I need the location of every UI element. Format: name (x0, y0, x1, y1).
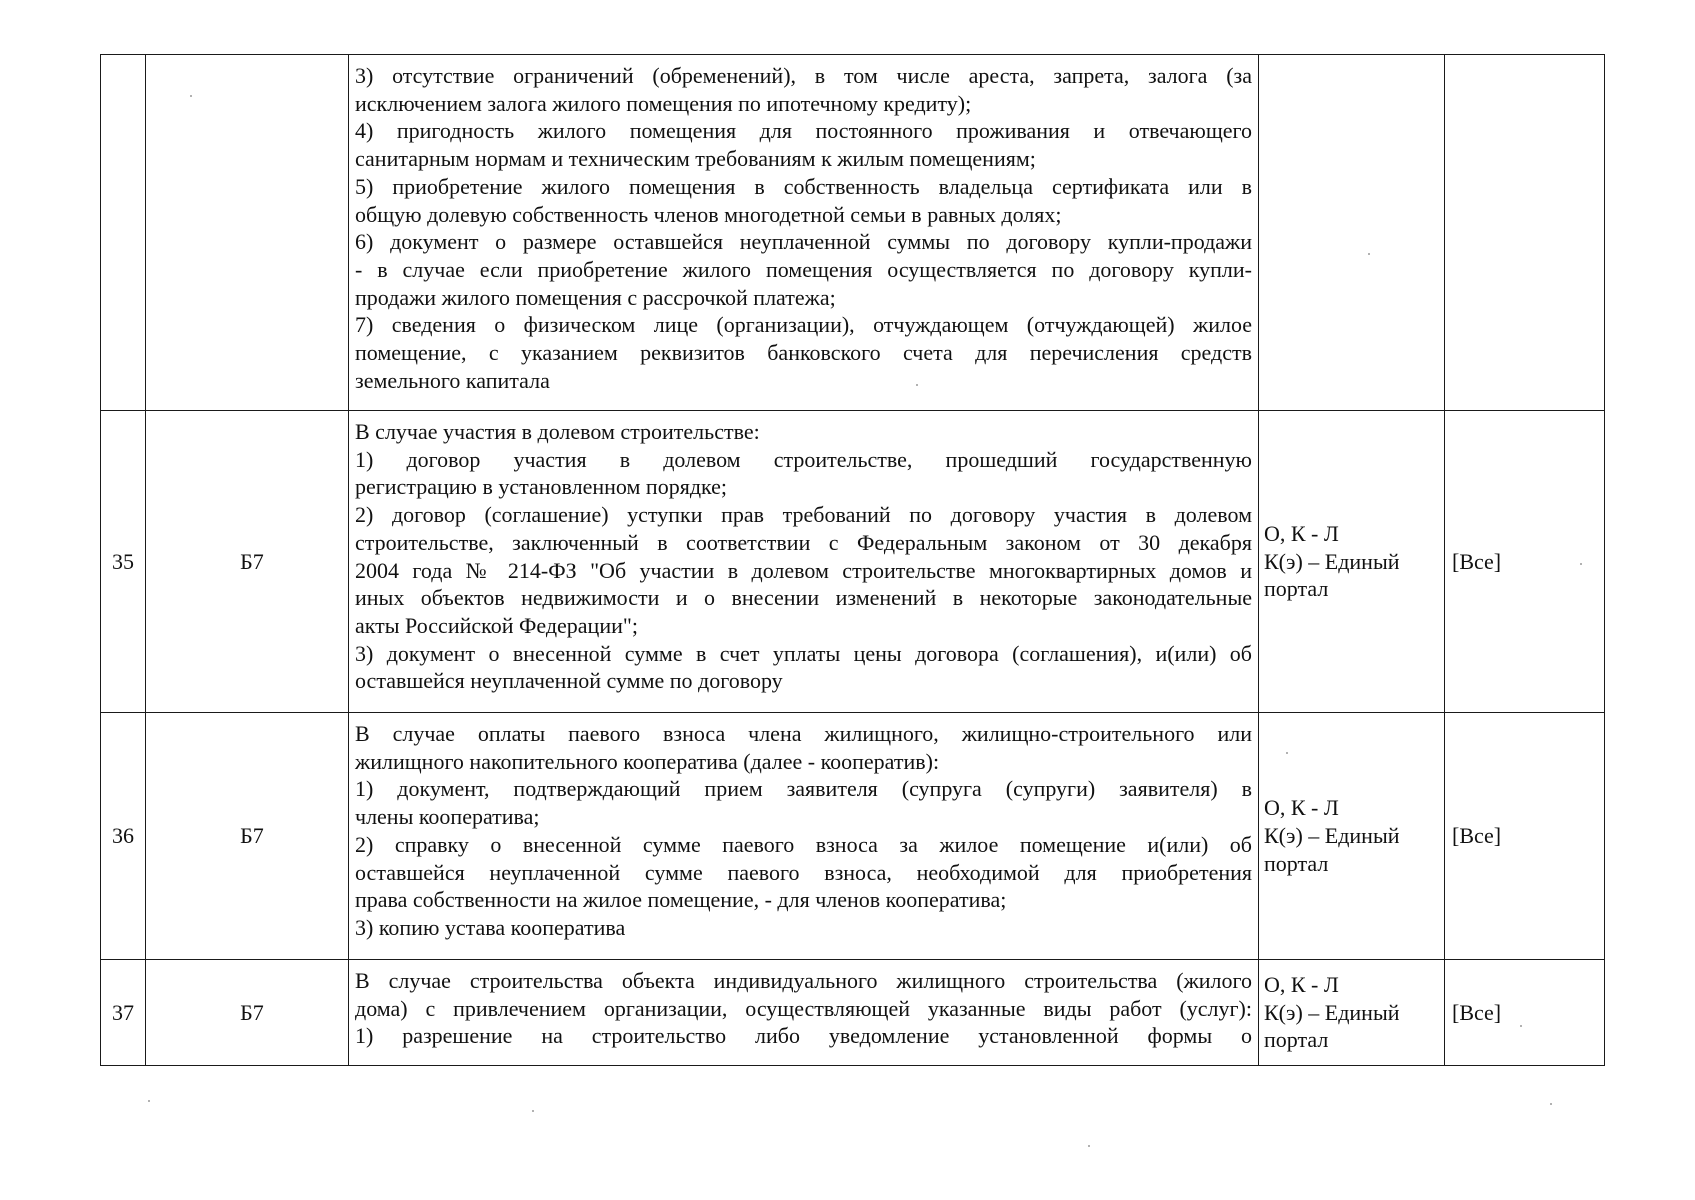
row-number-cell: 37 (101, 960, 146, 1066)
code-cell: Б7 (146, 960, 349, 1066)
scan-speck (916, 384, 918, 386)
scan-speck (1520, 1025, 1522, 1027)
requirements-table (100, 54, 1605, 1066)
text-line: акты Российской Федерации"; (355, 612, 638, 638)
form-line: К(э) – Единый (1264, 999, 1400, 1025)
form-line: О, К - Л (1264, 520, 1339, 546)
form-line: О, К - Л (1264, 971, 1339, 997)
text-line: В случае оплаты паевого взноса члена жилищного, жилищно-строительного или (355, 721, 1252, 746)
text-line: продажи жилого помещения с рассрочкой платежа; (355, 284, 836, 310)
text-line: 1) документ, подтверждающий прием заявителя (супруга (супруги) заявителя) в (355, 776, 1252, 802)
code-cell: Б7 (146, 713, 349, 960)
text-line: 6) документ о размере оставшейся неуплаченной суммы по договору купли-продажи (355, 229, 1252, 255)
form-line: портал (1264, 1027, 1329, 1053)
text-line: 3) отсутствие ограничений (обременений), в том числе ареста, запрета, залога (за (355, 63, 1252, 88)
text-line: 5) приобретение жилого помещения в собственность владельца сертификата или в (355, 173, 1252, 199)
submission-form-cell (1259, 55, 1445, 411)
document-text-cell (349, 411, 1259, 713)
scan-speck (1286, 752, 1288, 754)
text-line: санитарным нормам и техническим требованиям к жилым помещениям; (355, 146, 1036, 172)
text-line: помещение, с указанием реквизитов банковского счета для перечисления средств (355, 340, 1252, 366)
document-text-cell (349, 713, 1259, 960)
row-number-cell: 36 (101, 713, 146, 960)
text-line: права собственности на жилое помещение, - для членов кооператива; (355, 887, 1007, 913)
scan-speck (1580, 563, 1582, 565)
text-line: 1) разрешение на строительство либо уведомление установленной формы о (355, 1023, 1252, 1049)
table-row (101, 411, 1605, 713)
text-line: члены кооператива; (355, 804, 540, 830)
text-line: 2004 года № 214-ФЗ "Об участии в долевом строительстве многоквартирных домов и (355, 557, 1252, 583)
scan-speck (190, 95, 192, 97)
text-line: исключением залога жилого помещения по ипотечному кредиту); (355, 90, 972, 116)
table-row (101, 55, 1605, 411)
table-row (101, 960, 1605, 1066)
text-line: 2) договор (соглашение) уступки прав требований по договору участия в долевом (355, 502, 1252, 528)
form-line: К(э) – Единый (1264, 548, 1400, 574)
form-line: К(э) – Единый (1264, 823, 1400, 849)
text-line: строительстве, заключенный в соответствии с Федеральным законом от 30 декабря (355, 529, 1252, 555)
text-line: 2) справку о внесенной сумме паевого взноса за жилое помещение и(или) об (355, 831, 1252, 857)
category-cell: [Все] (1445, 960, 1605, 1066)
text-line: 3) документ о внесенной сумме в счет уплаты цены договора (соглашения), и(или) об (355, 640, 1252, 666)
submission-form-cell (1259, 713, 1445, 960)
form-line: портал (1264, 576, 1329, 602)
text-line: 7) сведения о физическом лице (организации), отчуждающем (отчуждающей) жилое (355, 312, 1252, 338)
text-line: оставшейся неуплаченной сумме по договору (355, 668, 783, 694)
text-line: жилищного накопительного кооператива (далее - кооператив): (355, 748, 940, 774)
document-text-cell (349, 960, 1259, 1066)
scan-speck (1550, 1103, 1552, 1105)
text-line: 1) договор участия в долевом строительстве, прошедший государственную (355, 446, 1252, 472)
table-row (101, 713, 1605, 960)
category-cell: [Все] (1445, 411, 1605, 713)
text-line: - в случае если приобретение жилого помещения осуществляется по договору купли- (355, 256, 1252, 282)
form-line: портал (1264, 850, 1329, 876)
text-line: регистрацию в установленном порядке; (355, 474, 728, 500)
scan-speck (148, 1100, 150, 1102)
row-number-cell: 35 (101, 411, 146, 713)
code-cell (146, 55, 349, 411)
text-line: 4) пригодность жилого помещения для постоянного проживания и отвечающего (355, 118, 1252, 144)
form-line: О, К - Л (1264, 795, 1339, 821)
scan-speck (1088, 1145, 1090, 1147)
category-cell (1445, 55, 1605, 411)
scan-speck (532, 1110, 534, 1112)
row-number-cell (101, 55, 146, 411)
category-cell: [Все] (1445, 713, 1605, 960)
scan-speck (1368, 253, 1370, 255)
text-line: В случае строительства объекта индивидуального жилищного строительства (жилого (355, 968, 1252, 993)
text-line: 3) копию устава кооператива (355, 914, 626, 940)
text-line: общую долевую собственность членов многодетной семьи в равных долях; (355, 201, 1062, 227)
submission-form-cell (1259, 960, 1445, 1066)
text-line: В случае участия в долевом строительстве: (355, 419, 760, 444)
text-line: земельного капитала (355, 367, 550, 393)
document-text-cell (349, 55, 1259, 411)
text-line: иных объектов недвижимости и о внесении изменений в некоторые законодательные (355, 585, 1252, 611)
code-cell: Б7 (146, 411, 349, 713)
text-line: оставшейся неуплаченной сумме паевого взноса, необходимой для приобретения (355, 859, 1252, 885)
text-line: дома) с привлечением организации, осуществляющей указанные виды работ (услуг): (355, 995, 1252, 1021)
submission-form-cell (1259, 411, 1445, 713)
